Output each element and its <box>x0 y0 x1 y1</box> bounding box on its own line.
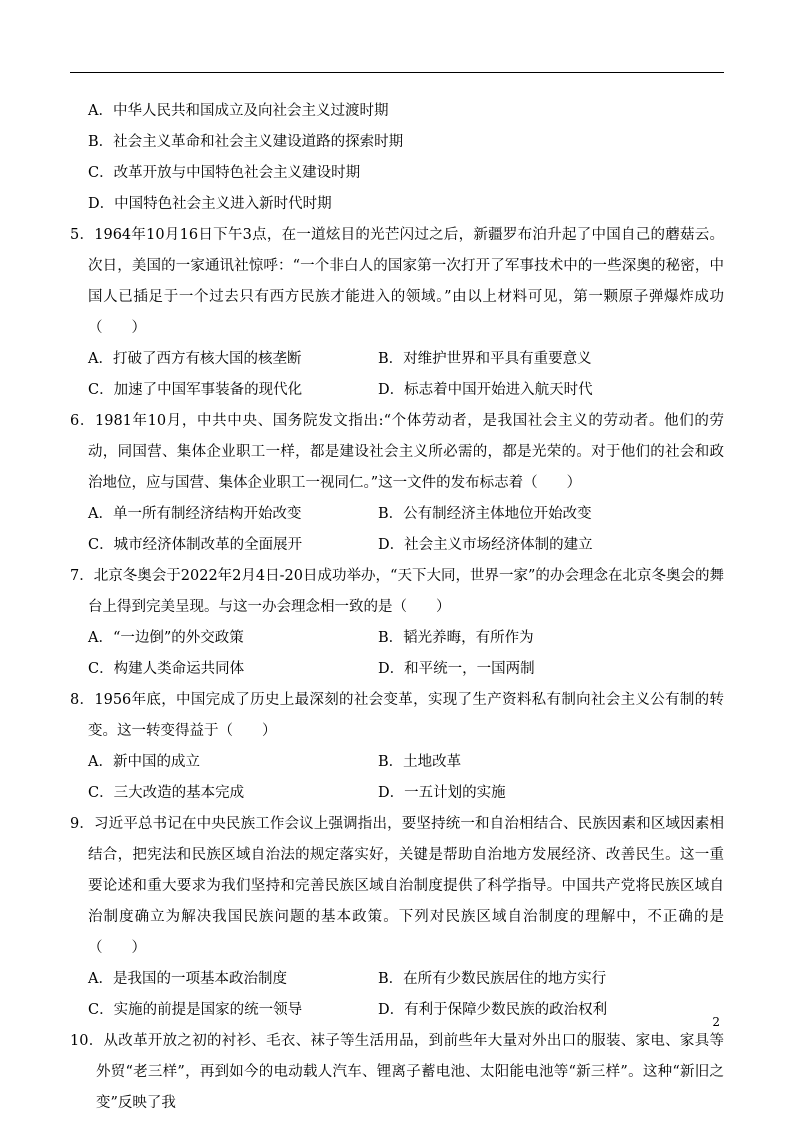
option-d: D．有利于保障少数民族的政治权利 <box>378 1002 608 1018</box>
page-number: 2 <box>712 1015 720 1029</box>
option-d: D．一五计划的实施 <box>378 785 506 801</box>
question-stem: 8．1956年底，中国完成了历史上最深刻的社会变革，实现了生产资料私有制向社会主义公有制的转变。这一转变得益于（ ） <box>70 692 724 739</box>
option-c: C．城市经济体制改革的全面展开 <box>88 537 303 553</box>
option-a: A．单一所有制经济结构开始改变 <box>88 506 302 522</box>
option-d: D．社会主义市场经济体制的建立 <box>378 537 593 553</box>
question-stem: 5．1964年10月16日下午3点，在一道炫目的光芒闪过之后，新疆罗布泊升起了中国自己的蘑菇云。次日，美国的一家通讯社惊呼：“一个非白人的国家第一次打开了军事技术中的一些深奥的秘密，中国人已插足于一个过去只有西方民族才能进入的领域。”由以上材料可见，第一颗原子弹爆炸成功（ ） <box>70 227 724 336</box>
option-b: B．韬光养晦，有所作为 <box>378 630 534 646</box>
header-rule <box>70 72 724 73</box>
option-row <box>70 530 724 561</box>
option-b: B．社会主义革命和社会主义建设道路的探索时期 <box>88 134 404 150</box>
option-c: C．实施的前提是国家的统一领导 <box>88 1002 303 1018</box>
option-c: C．加速了中国军事装备的现代化 <box>88 382 303 398</box>
option-a: A．打破了西方有核大国的核垄断 <box>88 351 302 367</box>
question-stem: 7．北京冬奥会于2022年2月4日-20日成功举办，“天下大同，世界一家”的办会理念在北京冬奥会的舞台上得到完美呈现。与这一办会理念相一致的是（ ） <box>70 568 724 615</box>
question-5 <box>70 220 724 406</box>
option-row <box>70 995 724 1026</box>
question-7 <box>70 561 724 685</box>
option-row <box>70 778 724 809</box>
option-c: C．改革开放与中国特色社会主义建设时期 <box>88 165 361 181</box>
question-9 <box>70 809 724 1026</box>
option-b: B．公有制经济主体地位开始改变 <box>378 506 592 522</box>
option-row <box>70 499 724 530</box>
option-b: B．土地改革 <box>378 754 462 770</box>
option-d: D．中国特色社会主义进入新时代时期 <box>88 196 332 212</box>
option-row <box>70 964 724 995</box>
option-a: A．是我国的一项基本政治制度 <box>88 971 287 987</box>
option-c: C．三大改造的基本完成 <box>88 785 245 801</box>
exam-page-content <box>70 96 724 1119</box>
question-stem: 9．习近平总书记在中央民族工作会议上强调指出，要坚持统一和自治相结合、民族因素和区域因素相结合，把宪法和民族区域自治法的规定落实好，关键是帮助自治地方发展经济、改善民生。这一重要论述和重大要求为我们坚持和完善民族区域自治制度提供了科学指导。中国共产党将民族区域自治制度确立为解决我国民族问题的基本政策。下列对民族区域自治制度的理解中，不正确的是（ ） <box>70 816 724 956</box>
option-row <box>70 623 724 654</box>
previous-question-options <box>70 96 724 220</box>
option-a: A．“一边倒”的外交政策 <box>88 630 244 646</box>
option-b: B．在所有少数民族居住的地方实行 <box>378 971 607 987</box>
option-row <box>70 375 724 406</box>
option-row <box>70 747 724 778</box>
question-stem: 6．1981年10月，中共中央、国务院发文指出:“个体劳动者，是我国社会主义的劳动者。他们的劳动，同国营、集体企业职工一样，都是建设社会主义所必需的，都是光荣的。对于他们的社会和政治地位，应与国营、集体企业职工一视同仁。”这一文件的发布标志着（ ） <box>70 413 724 491</box>
option-b: B．对维护世界和平具有重要意义 <box>378 351 592 367</box>
option-row <box>70 654 724 685</box>
option-row <box>70 344 724 375</box>
option-d: D．和平统一，一国两制 <box>378 661 535 677</box>
option-a: A．中华人民共和国成立及向社会主义过渡时期 <box>88 103 389 119</box>
question-8 <box>70 685 724 809</box>
option-d: D．标志着中国开始进入航天时代 <box>378 382 593 398</box>
option-c: C．构建人类命运共同体 <box>88 661 245 677</box>
question-stem: 10．从改革开放之初的衬衫、毛衣、袜子等生活用品，到前些年大量对外出口的服装、家电、家具等外贸“老三样”，再到如今的电动载人汽车、锂离子蓄电池、太阳能电池等“新三样”。这种“新旧之变”反映了我 <box>70 1033 724 1111</box>
question-10 <box>70 1026 724 1119</box>
question-6 <box>70 406 724 561</box>
option-a: A．新中国的成立 <box>88 754 200 770</box>
